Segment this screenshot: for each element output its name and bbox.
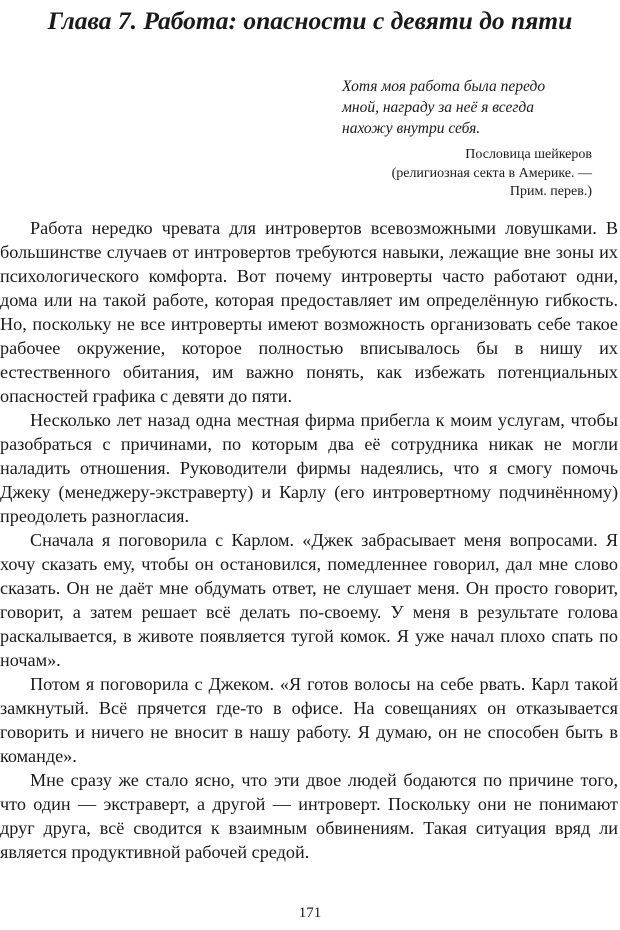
epigraph-line: мной, награду за неё я всегда bbox=[342, 99, 535, 116]
attribution-line: (религиозная секта в Америке. — bbox=[391, 165, 592, 181]
chapter-title: Глава 7. Работа: опасности с девяти до пяти bbox=[47, 6, 573, 35]
paragraph: Потом я поговорила с Джеком. «Я готов волосы на себе рвать. Карл такой замкнутый. Всё прячется где-то в офисе. На совещаниях он отказывается говорить и ничего не вносит в нашу работу. Я думаю, он не способен быть в команде». bbox=[0, 674, 618, 766]
paragraph: Сначала я поговорила с Карлом. «Джек забрасывает меня вопросами. Я хочу сказать ему, чтобы он остановился, помедленнее говорил, дал мне слово сказать. Он не даёт мне обдумать ответ, не слушает меня. Он просто говорит, говорит, а затем решает всё делать по-своему. У меня в результате голова раскалывается, в животе появляется тугой комок. Я уже начал плохо спать по ночам». bbox=[0, 530, 618, 670]
epigraph-attribution bbox=[332, 146, 592, 202]
epigraph-line: нахожу внутри себя. bbox=[342, 120, 481, 137]
body-text bbox=[0, 216, 618, 864]
paragraph: Несколько лет назад одна местная фирма прибегла к моим услугам, чтобы разобраться с причинами, по которым два её сотрудника никак не могли наладить отношения. Руководители фирмы надеялись, что я смогу помочь Джеку (менеджеру-экстраверту) и Карлу (его интровертному подчинённому) преодолеть разногласия. bbox=[0, 410, 618, 526]
epigraph bbox=[342, 76, 594, 139]
attribution-line: Прим. перев.) bbox=[509, 184, 592, 199]
epigraph-line: Хотя моя работа была передо bbox=[342, 78, 546, 95]
paragraph: Работа нередко чревата для интровертов всевозможными ловушками. В большинстве случаев от интровертов требуются навыки, лежащие вне зоны их психологического комфорта. Вот почему интроверты часто работают одни, дома или на такой работе, которая предоставляет им определённую гибкость. Но, поскольку не все интроверты имеют возможность организовать себе такое рабочее окружение, которое полностью вписывалось бы в нишу их естественного обитания, им важно понять, как избежать потенциальных опасностей графика с девяти до пяти. bbox=[0, 218, 618, 406]
paragraph: Мне сразу же стало ясно, что эти двое людей бодаются по причине того, что один — экстраверт, а другой — интроверт. Поскольку они не понимают друг друга, всё сводится к взаимным обвинениям. Такая ситуация вряд ли является продуктивной рабочей средой. bbox=[0, 770, 618, 862]
page-number: 171 bbox=[298, 905, 322, 921]
attribution-line: Пословица шейкеров bbox=[465, 147, 592, 162]
